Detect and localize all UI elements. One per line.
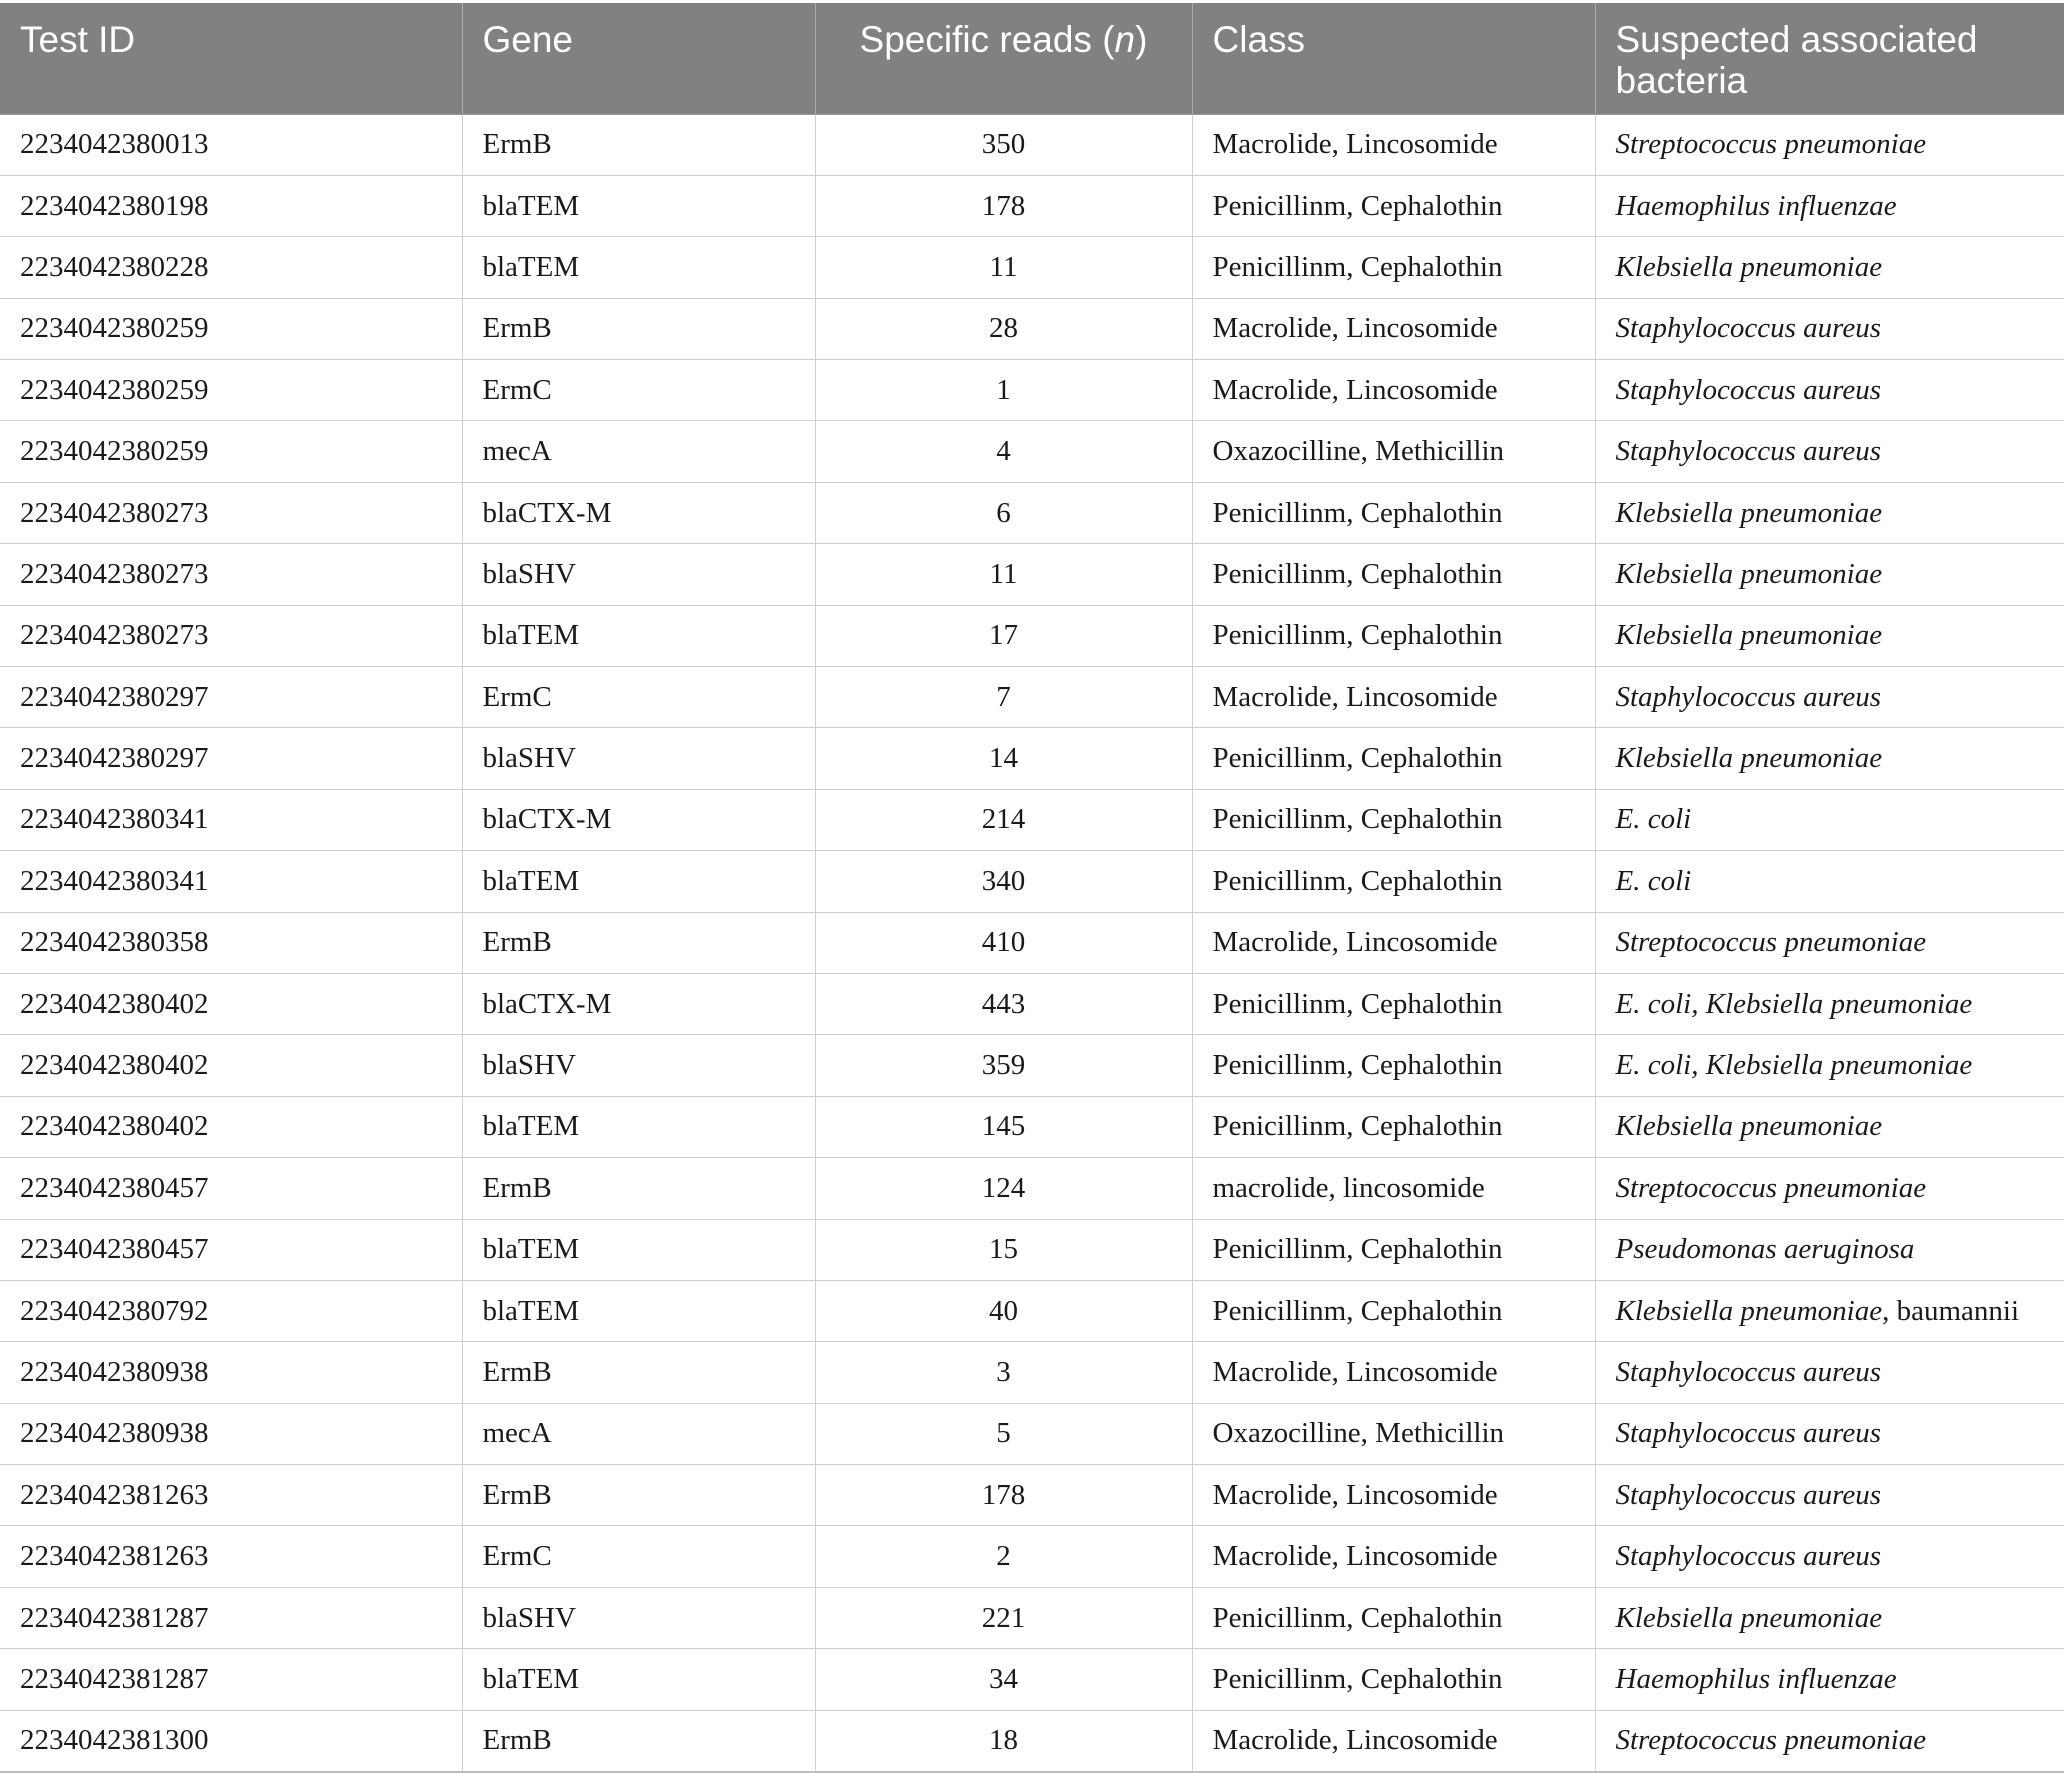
cell-test-id: 2234042380297 [0, 667, 462, 728]
cell-specific-reads: 221 [815, 1587, 1192, 1648]
table-row [0, 605, 2064, 666]
cell-gene: ErmB [462, 912, 815, 973]
cell-class: Penicillinm, Cephalothin [1192, 1587, 1595, 1648]
bacteria-name: Streptococcus pneumoniae [1615, 128, 1927, 161]
table-row [0, 1587, 2064, 1648]
table-row [0, 1280, 2064, 1341]
cell-specific-reads: 4 [815, 421, 1192, 482]
cell-bacteria [1595, 237, 2064, 298]
cell-bacteria [1595, 482, 2064, 543]
cell-specific-reads: 40 [815, 1280, 1192, 1341]
cell-gene: blaCTX-M [462, 973, 815, 1034]
cell-test-id: 2234042381287 [0, 1587, 462, 1648]
bacteria-name: E. coli, Klebsiella pneumoniae [1615, 987, 1973, 1020]
cell-specific-reads: 7 [815, 667, 1192, 728]
table-row [0, 1096, 2064, 1157]
bacteria-name: Klebsiella pneumoniae [1615, 619, 1883, 652]
cell-specific-reads: 1 [815, 360, 1192, 421]
cell-test-id: 2234042380792 [0, 1280, 462, 1341]
cell-class: Penicillinm, Cephalothin [1192, 1649, 1595, 1710]
cell-specific-reads: 124 [815, 1158, 1192, 1219]
bacteria-name: E. coli [1615, 803, 1692, 836]
table-row [0, 544, 2064, 605]
cell-test-id: 2234042381287 [0, 1649, 462, 1710]
cell-class: Macrolide, Lincosomide [1192, 1342, 1595, 1403]
cell-class: Macrolide, Lincosomide [1192, 360, 1595, 421]
bacteria-name: E. coli [1615, 864, 1692, 897]
header-row [0, 3, 2064, 114]
cell-gene: ErmB [462, 114, 815, 175]
cell-test-id: 2234042381300 [0, 1710, 462, 1771]
table-body [0, 114, 2064, 1772]
cell-class: Penicillinm, Cephalothin [1192, 728, 1595, 789]
cell-test-id: 2234042380273 [0, 544, 462, 605]
cell-gene: ErmB [462, 1710, 815, 1771]
cell-bacteria [1595, 1403, 2064, 1464]
cell-specific-reads: 443 [815, 973, 1192, 1034]
table-row [0, 1219, 2064, 1280]
bacteria-name: E. coli, Klebsiella pneumoniae [1615, 1049, 1973, 1082]
bacteria-extra: , baumannii [1882, 1294, 2020, 1327]
cell-test-id: 2234042380013 [0, 114, 462, 175]
bacteria-name: Klebsiella pneumoniae [1615, 1601, 1883, 1634]
table-header [0, 3, 2064, 114]
cell-gene: blaTEM [462, 1219, 815, 1280]
bacteria-name: Staphylococcus aureus [1615, 435, 1882, 468]
resistance-gene-table [0, 3, 2064, 1773]
cell-specific-reads: 214 [815, 789, 1192, 850]
bacteria-name: Klebsiella pneumoniae [1615, 250, 1883, 283]
header-gene: Gene [462, 3, 815, 114]
cell-test-id: 2234042380402 [0, 1096, 462, 1157]
cell-test-id: 2234042380341 [0, 851, 462, 912]
cell-class: Macrolide, Lincosomide [1192, 912, 1595, 973]
cell-gene: mecA [462, 1403, 815, 1464]
table-row [0, 1526, 2064, 1587]
bacteria-name: Klebsiella pneumoniae [1615, 557, 1883, 590]
cell-gene: blaSHV [462, 1035, 815, 1096]
cell-specific-reads: 14 [815, 728, 1192, 789]
cell-gene: blaSHV [462, 544, 815, 605]
cell-class: Penicillinm, Cephalothin [1192, 851, 1595, 912]
cell-gene: blaTEM [462, 1649, 815, 1710]
cell-test-id: 2234042380938 [0, 1342, 462, 1403]
cell-gene: ErmB [462, 1158, 815, 1219]
table-row [0, 298, 2064, 359]
cell-test-id: 2234042380228 [0, 237, 462, 298]
cell-test-id: 2234042380341 [0, 789, 462, 850]
cell-bacteria [1595, 360, 2064, 421]
cell-specific-reads: 145 [815, 1096, 1192, 1157]
table-row [0, 1649, 2064, 1710]
cell-test-id: 2234042380402 [0, 973, 462, 1034]
bacteria-name: Klebsiella pneumoniae [1615, 1294, 1883, 1327]
header-specific-reads [815, 3, 1192, 114]
bacteria-name: Staphylococcus aureus [1615, 1540, 1882, 1573]
header-class: Class [1192, 3, 1595, 114]
cell-specific-reads: 11 [815, 237, 1192, 298]
cell-specific-reads: 178 [815, 1465, 1192, 1526]
cell-specific-reads: 28 [815, 298, 1192, 359]
table-row [0, 1710, 2064, 1771]
cell-test-id: 2234042380457 [0, 1158, 462, 1219]
header-reads-prefix: Specific reads ( [859, 19, 1115, 60]
cell-gene: blaCTX-M [462, 789, 815, 850]
cell-gene: blaTEM [462, 851, 815, 912]
table-row [0, 114, 2064, 175]
cell-class: Macrolide, Lincosomide [1192, 114, 1595, 175]
cell-class: Oxazocilline, Methicillin [1192, 1403, 1595, 1464]
cell-test-id: 2234042380457 [0, 1219, 462, 1280]
cell-bacteria [1595, 1710, 2064, 1771]
cell-bacteria [1595, 605, 2064, 666]
cell-gene: mecA [462, 421, 815, 482]
bacteria-name: Staphylococcus aureus [1615, 373, 1882, 406]
table-row [0, 973, 2064, 1034]
cell-specific-reads: 3 [815, 1342, 1192, 1403]
cell-class: Macrolide, Lincosomide [1192, 667, 1595, 728]
bacteria-name: Haemophilus influenzae [1615, 189, 1897, 222]
table-row [0, 728, 2064, 789]
cell-test-id: 2234042380273 [0, 605, 462, 666]
cell-class: Macrolide, Lincosomide [1192, 1526, 1595, 1587]
cell-specific-reads: 6 [815, 482, 1192, 543]
table-row [0, 1342, 2064, 1403]
table-row [0, 482, 2064, 543]
cell-gene: ErmC [462, 1526, 815, 1587]
cell-gene: blaTEM [462, 1096, 815, 1157]
cell-specific-reads: 350 [815, 114, 1192, 175]
cell-bacteria [1595, 1465, 2064, 1526]
bacteria-name: Staphylococcus aureus [1615, 312, 1882, 345]
cell-bacteria [1595, 789, 2064, 850]
cell-test-id: 2234042380259 [0, 298, 462, 359]
cell-bacteria [1595, 1280, 2064, 1341]
cell-bacteria [1595, 421, 2064, 482]
table-row [0, 1158, 2064, 1219]
bacteria-name: Streptococcus pneumoniae [1615, 1171, 1927, 1204]
header-bacteria: Suspected associated bacteria [1595, 3, 2064, 114]
cell-gene: ErmB [462, 298, 815, 359]
cell-bacteria [1595, 1035, 2064, 1096]
bacteria-name: Haemophilus influenzae [1615, 1662, 1897, 1695]
cell-class: Penicillinm, Cephalothin [1192, 175, 1595, 236]
cell-test-id: 2234042380938 [0, 1403, 462, 1464]
bacteria-name: Staphylococcus aureus [1615, 1417, 1882, 1450]
cell-bacteria [1595, 912, 2064, 973]
cell-test-id: 2234042380259 [0, 421, 462, 482]
bacteria-name: Streptococcus pneumoniae [1615, 926, 1927, 959]
cell-bacteria [1595, 1219, 2064, 1280]
cell-gene: ErmC [462, 667, 815, 728]
cell-specific-reads: 5 [815, 1403, 1192, 1464]
cell-bacteria [1595, 1649, 2064, 1710]
table-row [0, 1035, 2064, 1096]
cell-test-id: 2234042380358 [0, 912, 462, 973]
cell-class: Penicillinm, Cephalothin [1192, 605, 1595, 666]
table-row [0, 912, 2064, 973]
cell-class: Penicillinm, Cephalothin [1192, 482, 1595, 543]
cell-test-id: 2234042381263 [0, 1526, 462, 1587]
bacteria-name: Staphylococcus aureus [1615, 680, 1882, 713]
cell-bacteria [1595, 175, 2064, 236]
cell-gene: ErmB [462, 1465, 815, 1526]
cell-gene: blaSHV [462, 1587, 815, 1648]
cell-specific-reads: 15 [815, 1219, 1192, 1280]
bacteria-name: Staphylococcus aureus [1615, 1356, 1882, 1388]
cell-test-id: 2234042380297 [0, 728, 462, 789]
cell-class: Macrolide, Lincosomide [1192, 1465, 1595, 1526]
header-test-id: Test ID [0, 3, 462, 114]
bacteria-name: Pseudomonas aeruginosa [1615, 1233, 1915, 1266]
cell-class: Oxazocilline, Methicillin [1192, 421, 1595, 482]
cell-class: Penicillinm, Cephalothin [1192, 1035, 1595, 1096]
cell-test-id: 2234042380402 [0, 1035, 462, 1096]
header-reads-n: n [1114, 19, 1136, 60]
cell-bacteria [1595, 851, 2064, 912]
cell-class: Penicillinm, Cephalothin [1192, 237, 1595, 298]
cell-class: macrolide, lincosomide [1192, 1158, 1595, 1219]
cell-bacteria [1595, 544, 2064, 605]
table-row [0, 789, 2064, 850]
cell-gene: blaTEM [462, 237, 815, 298]
cell-class: Penicillinm, Cephalothin [1192, 1096, 1595, 1157]
cell-specific-reads: 178 [815, 175, 1192, 236]
cell-specific-reads: 340 [815, 851, 1192, 912]
cell-test-id: 2234042380259 [0, 360, 462, 421]
cell-specific-reads: 410 [815, 912, 1192, 973]
bacteria-name: Klebsiella pneumoniae [1615, 1110, 1883, 1143]
bacteria-name: Klebsiella pneumoniae [1615, 742, 1883, 775]
cell-class: Macrolide, Lincosomide [1192, 298, 1595, 359]
cell-gene: blaTEM [462, 175, 815, 236]
cell-bacteria [1595, 1096, 2064, 1157]
cell-specific-reads: 2 [815, 1526, 1192, 1587]
cell-gene: ErmC [462, 360, 815, 421]
table-row [0, 175, 2064, 236]
cell-gene: blaTEM [462, 1280, 815, 1341]
cell-test-id: 2234042380198 [0, 175, 462, 236]
cell-bacteria [1595, 298, 2064, 359]
cell-class: Penicillinm, Cephalothin [1192, 544, 1595, 605]
cell-specific-reads: 17 [815, 605, 1192, 666]
cell-gene: blaSHV [462, 728, 815, 789]
cell-class: Macrolide, Lincosomide [1192, 1710, 1595, 1771]
cell-test-id: 2234042380273 [0, 482, 462, 543]
header-reads-suffix: ) [1135, 19, 1148, 60]
cell-class: Penicillinm, Cephalothin [1192, 1219, 1595, 1280]
table-row [0, 851, 2064, 912]
bacteria-name: Klebsiella pneumoniae [1615, 496, 1883, 529]
table-row [0, 1403, 2064, 1464]
table-row [0, 1465, 2064, 1526]
cell-specific-reads: 11 [815, 544, 1192, 605]
cell-test-id: 2234042381263 [0, 1465, 462, 1526]
cell-bacteria [1595, 667, 2064, 728]
cell-bacteria [1595, 114, 2064, 175]
cell-class: Penicillinm, Cephalothin [1192, 973, 1595, 1034]
table-row [0, 667, 2064, 728]
cell-bacteria [1595, 728, 2064, 789]
table-row [0, 237, 2064, 298]
cell-class: Penicillinm, Cephalothin [1192, 1280, 1595, 1341]
cell-gene: blaCTX-M [462, 482, 815, 543]
cell-specific-reads: 18 [815, 1710, 1192, 1771]
cell-bacteria [1595, 1342, 2064, 1403]
table-row [0, 360, 2064, 421]
cell-gene: blaTEM [462, 605, 815, 666]
cell-gene: ErmB [462, 1342, 815, 1403]
cell-specific-reads: 34 [815, 1649, 1192, 1710]
bacteria-name: Streptococcus pneumoniae [1615, 1724, 1927, 1757]
bacteria-name: Staphylococcus aureus [1615, 1478, 1882, 1511]
cell-class: Penicillinm, Cephalothin [1192, 789, 1595, 850]
cell-specific-reads: 359 [815, 1035, 1192, 1096]
cell-bacteria [1595, 1526, 2064, 1587]
cell-bacteria [1595, 1158, 2064, 1219]
cell-bacteria [1595, 1587, 2064, 1648]
table-row [0, 421, 2064, 482]
cell-bacteria [1595, 973, 2064, 1034]
